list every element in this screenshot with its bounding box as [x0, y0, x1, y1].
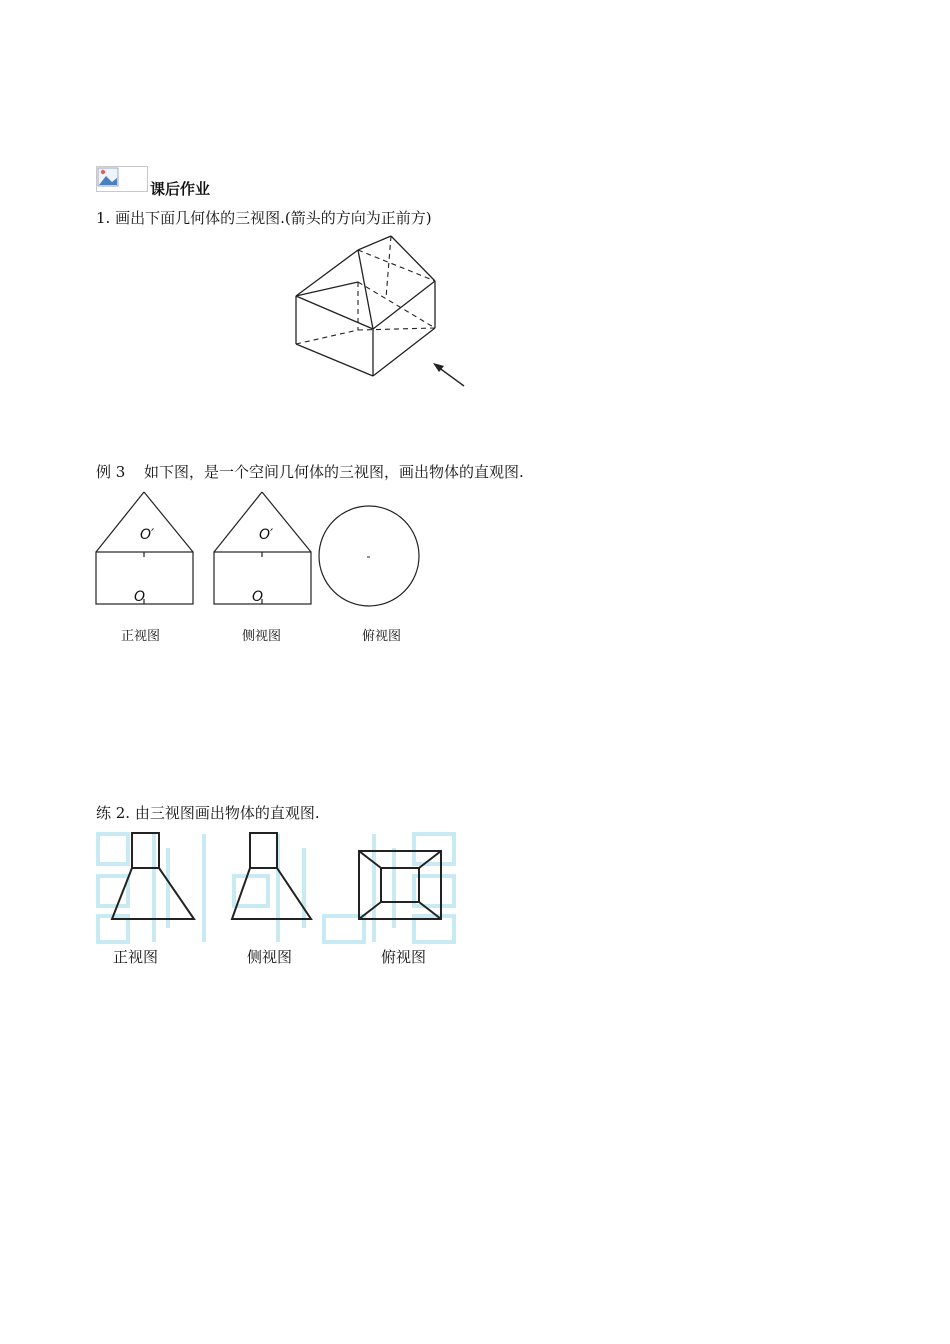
- practice-2-front-view: [108, 830, 198, 922]
- example-3-caption-front: 正视图: [121, 629, 161, 644]
- example-3-label: 例 3: [96, 463, 126, 481]
- problem-1-text: 1. 画出下面几何体的三视图.(箭头的方向为正前方): [96, 209, 432, 227]
- practice-2-text: 练 2. 由三视图画出物体的直观图.: [96, 804, 320, 822]
- practice-2-caption-top: 俯视图: [381, 948, 427, 966]
- house-solid-figure: [290, 232, 490, 392]
- example-3-caption-side: 侧视图: [242, 629, 282, 644]
- example-3-text: 如下图，是一个空间几何体的三视图，画出物体的直观图.: [144, 463, 524, 481]
- front-direction-arrow-icon: [433, 363, 464, 386]
- example-3-front-point-lower: O: [134, 589, 146, 605]
- image-placeholder-icon: [96, 166, 148, 192]
- practice-2-caption-front: 正视图: [113, 948, 159, 966]
- practice-2-caption-side: 侧视图: [247, 948, 293, 966]
- example-3-side-view: [213, 490, 315, 610]
- practice-2-side-view: [228, 830, 318, 922]
- practice-2-top-view: [355, 848, 445, 928]
- example-3-side-point-lower: O: [252, 589, 264, 605]
- example-3-side-point-upper: O′: [259, 527, 274, 543]
- example-3-front-view: [95, 490, 197, 610]
- example-3-top-view: [318, 505, 422, 609]
- section-title: 课后作业: [150, 180, 211, 198]
- section-icon: [96, 166, 148, 192]
- example-3-front-point-upper: O′: [140, 527, 155, 543]
- example-3-caption-top: 俯视图: [362, 629, 402, 644]
